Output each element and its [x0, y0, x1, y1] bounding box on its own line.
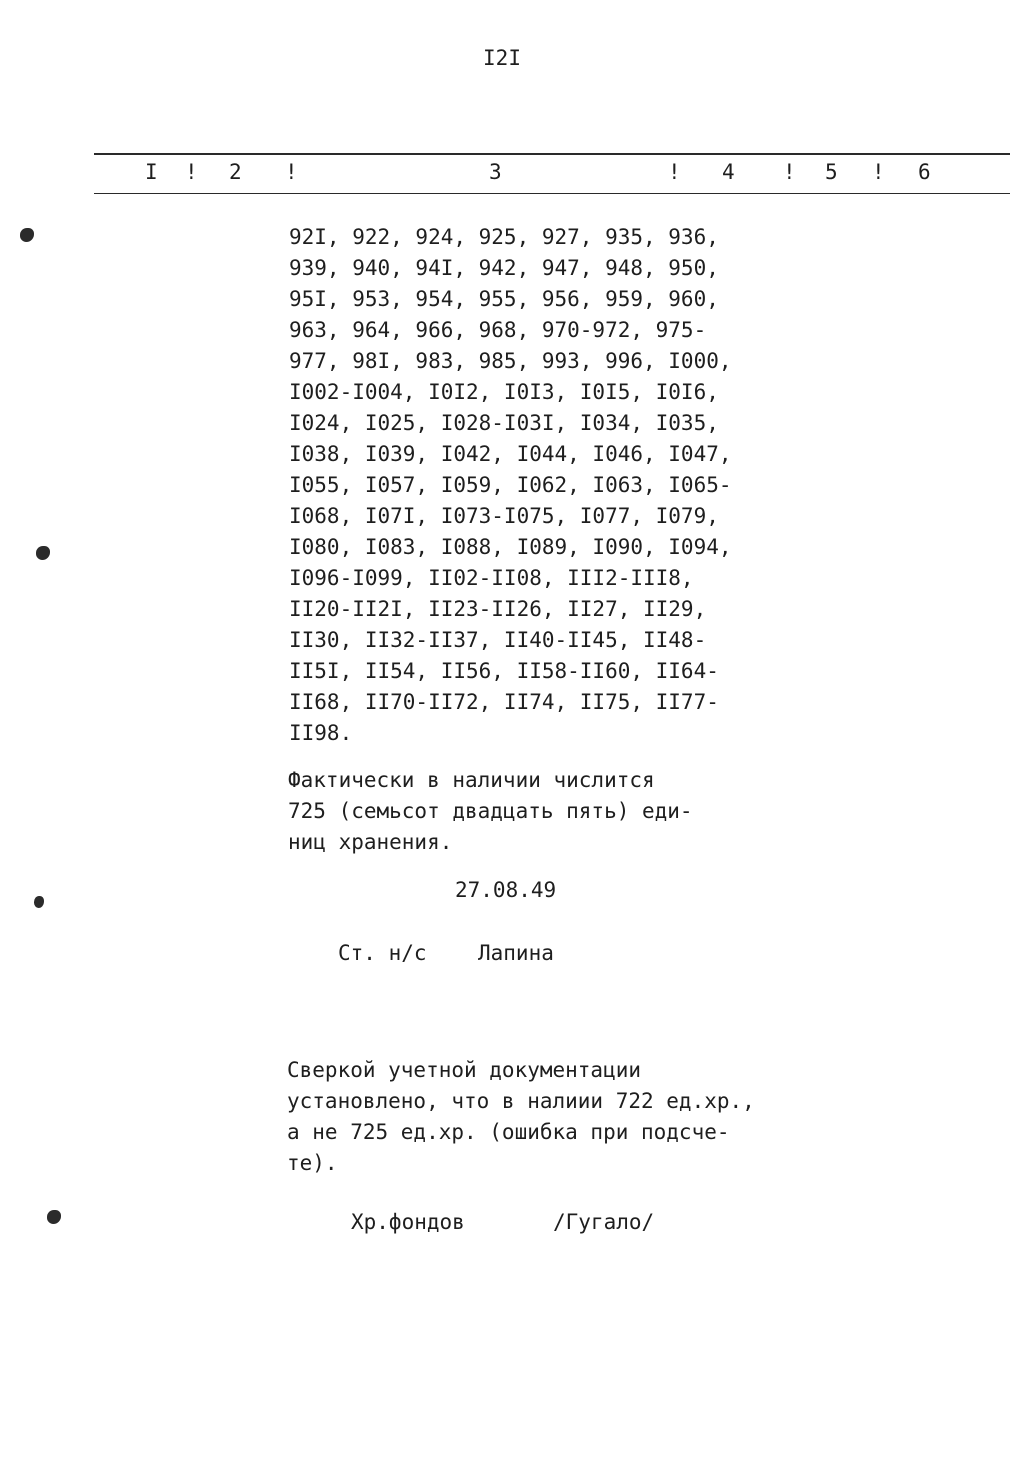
signatory-2-position: Хр.фондов	[351, 1210, 465, 1234]
reconciliation-note: Сверкой учетной документации установлено, что в налиии 722 ед.хр., а не 725 ед.хр. (ошибка при подсче- те).	[287, 1058, 755, 1175]
column-separator: !	[185, 160, 198, 184]
column-header-3: 3	[489, 160, 502, 184]
signatory-1-position: Ст. н/с	[338, 941, 427, 965]
column-separator: !	[285, 160, 298, 184]
document-date: 27.08.49	[455, 878, 557, 902]
page-number: I2I	[483, 46, 521, 70]
table-top-rule	[94, 153, 1010, 155]
binding-hole-mark	[36, 546, 50, 560]
binding-hole-mark	[20, 228, 34, 242]
actual-count-note: Фактически в наличии числится 725 (семьсот двадцать пять) еди- ниц хранения.	[288, 768, 693, 854]
column-header-4: 4	[722, 160, 735, 184]
column-header-6: 6	[918, 160, 931, 184]
binding-hole-mark	[34, 896, 44, 908]
table-header-rule	[94, 193, 1010, 194]
column-separator: !	[783, 160, 796, 184]
storage-unit-number-list: 92I, 922, 924, 925, 927, 935, 936, 939, 940, 94I, 942, 947, 948, 950, 95I, 953, 954, 955, 956, 959, 960, 963, 964, 966, 968, 970-972, 975- 977, 98I, 983, 985, 993, 996, I000, I002-I004, I0I2, I0I3, I0I5, I0I6, I024, I025, I028-I03I, I034, I035, I038, I039, I042, I044, I046, I047, I055, I057, I059, I062, I063, I065- I068, I07I, I073-I075, I077, I079, I080, I083, I088, I089, I090, I094, I096-I099, II02-II08, III2-III8, II20-II2I, II23-II26, II27, II29, II30, II32-II37, II40-II45, II48- II5I, II54, II56, II58-II60, II64- II68, II70-II72, II74, II75, II77- II98.	[289, 225, 732, 745]
column-header-2: 2	[229, 160, 242, 184]
column-separator: !	[668, 160, 681, 184]
binding-hole-mark	[47, 1210, 61, 1224]
signatory-2-name: /Гугало/	[553, 1210, 655, 1234]
signatory-1-name: Лапина	[478, 941, 554, 965]
column-header-1: I	[145, 160, 158, 184]
column-header-5: 5	[825, 160, 838, 184]
column-separator: !	[872, 160, 885, 184]
